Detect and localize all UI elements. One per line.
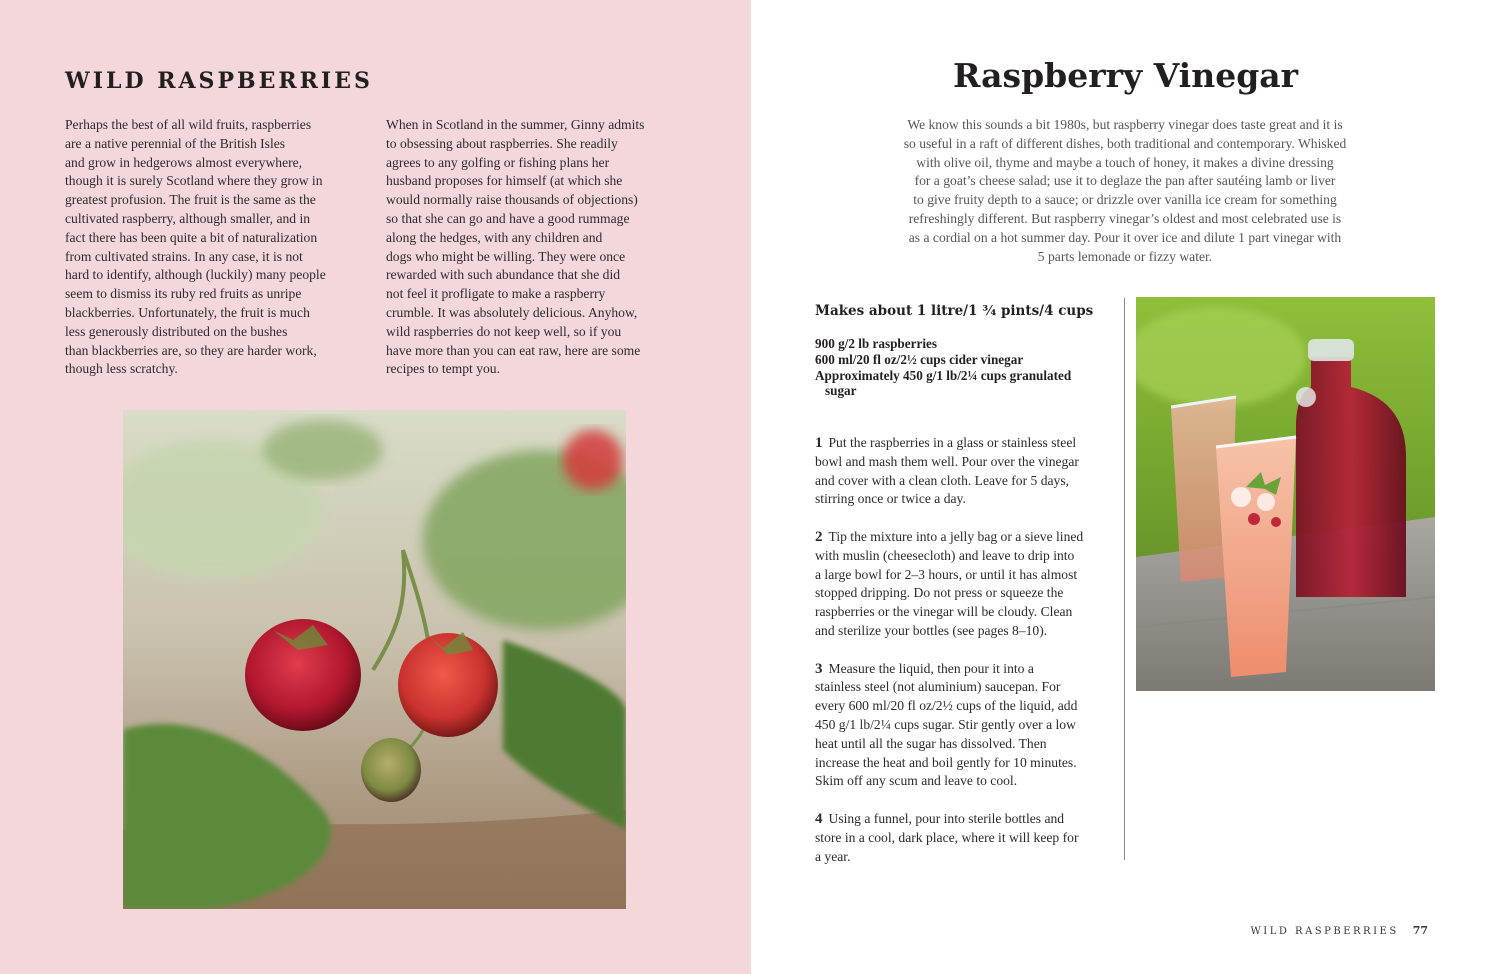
step-line: bowl and mash them well. Pour over the vinegar (815, 453, 1079, 469)
step-line: a large bowl for 2–3 hours, or until it has almost (815, 566, 1078, 582)
intro-column-1 (65, 116, 365, 379)
text-line: cultivated raspberry, although smaller, and in (65, 210, 311, 226)
step-line: every 600 ml/20 fl oz/2½ cups of the liquid, add (815, 698, 1078, 714)
text-line: recipes to tempt you. (386, 361, 501, 377)
ingredient: sugar (825, 383, 857, 399)
text-line: We know this sounds a bit 1980s, but raspberry vinegar does taste great and it is (907, 117, 1343, 132)
step-line: stainless steel (not aluminium) saucepan. For (815, 679, 1061, 695)
text-line: wild raspberries do not keep well, so if you (386, 323, 622, 339)
method-step (815, 660, 1115, 792)
step-line: and cover with a clean cloth. Leave for 5 days, (815, 472, 1070, 488)
step-line (815, 434, 1115, 453)
wild-raspberries-photo (123, 410, 626, 909)
step-line: Skim off any scum and leave to cool. (815, 773, 1018, 789)
ingredient: 900 g/2 lb raspberries (815, 336, 937, 351)
recipe-intro (851, 116, 1399, 266)
text-line: refreshingly different. But raspberry vinegar’s oldest and most celebrated use is (908, 210, 1342, 226)
text-line: though it is surely Scotland where they grow in (65, 173, 323, 189)
recipe-yield: Makes about 1 litre/1 ¾ pints/4 cups (815, 303, 1094, 319)
text-line: for a goat’s cheese salad; use it to deglaze the pan after sautéing lamb or liver (914, 173, 1336, 189)
step-line (815, 660, 1115, 679)
text-line: than blackberries are, so they are harder work, (65, 342, 317, 358)
step-line: raspberries or the vinegar will be cloudy. Clean (815, 604, 1073, 620)
step-line: and sterilize your bottles (see pages 8–10). (815, 622, 1048, 638)
text-line: agrees to any golfing or fishing plans her (386, 154, 610, 170)
text-line: less generously distributed on the bushes (65, 323, 288, 339)
raspberry-vinegar-photo (1136, 297, 1435, 691)
step-text: Tip the mixture into a jelly bag or a sieve lined (828, 528, 1084, 544)
ingredient: Approximately 450 g/1 lb/2¼ cups granulated (815, 367, 1072, 383)
text-line: as a cordial on a hot summer day. Pour it over ice and dilute 1 part vinegar with (908, 229, 1342, 245)
step-number: 2 (815, 528, 823, 545)
step-text: Put the raspberries in a glass or stainless steel (828, 435, 1077, 450)
text-line: to give fruity depth to a sauce; or drizzle over vanilla ice cream for something (913, 192, 1337, 208)
text-line: When in Scotland in the summer, Ginny admits (386, 117, 645, 132)
step-line (815, 528, 1115, 547)
section-title: WILD RASPBERRIES (65, 68, 373, 94)
right-page (751, 0, 1500, 974)
text-line: Perhaps the best of all wild fruits, raspberries (65, 117, 312, 132)
text-line: from cultivated strains. In any case, it is not (65, 248, 303, 264)
text-line: not feel it profligate to make a raspberry (386, 286, 606, 302)
text-line: so useful in a raft of different dishes, both traditional and contemporary. Whisked (903, 135, 1347, 151)
column-divider (1124, 298, 1125, 860)
text-line: so that she can go and have a good rummage (386, 210, 630, 226)
text-line: would normally raise thousands of objections) (386, 192, 638, 208)
text-line: dogs who might be willing. They were once (386, 248, 626, 264)
ingredient: 600 ml/20 fl oz/2½ cups cider vinegar (815, 351, 1024, 367)
text-line: husband proposes for himself (at which she (386, 173, 623, 189)
step-line: a year. (815, 848, 851, 864)
step-number: 4 (815, 810, 823, 827)
step-line: heat until all the sugar has dissolved. Then (815, 735, 1047, 751)
text-line: with olive oil, thyme and maybe a touch of honey, it makes a divine dressing (916, 154, 1334, 170)
method-steps (815, 434, 1115, 885)
recipe-title: Raspberry Vinegar (952, 56, 1299, 95)
text-line: rewarded with such abundance that she did (386, 267, 621, 283)
step-number: 1 (815, 435, 823, 451)
running-footer: WILD RASPBERRIES (1250, 926, 1399, 937)
step-text: Using a funnel, pour into sterile bottles and (828, 810, 1065, 826)
text-line: though less scratchy. (65, 361, 178, 377)
step-line: stopped dripping. Do not press or squeeze the (815, 585, 1064, 601)
step-line (815, 810, 1115, 829)
text-line: seem to dismiss its ruby red fruits as unripe (65, 286, 302, 302)
text-line: have more than you can eat raw, here are some (386, 342, 641, 358)
method-step (815, 434, 1115, 509)
step-number: 3 (815, 660, 823, 677)
step-line: stirring once or twice a day. (815, 491, 966, 507)
step-line: increase the heat and boil gently for 10 minutes. (815, 754, 1077, 770)
text-line: hard to identify, although (luckily) many people (65, 267, 326, 283)
text-line: fact there has been quite a bit of naturalization (65, 229, 318, 245)
text-line: blackberries. Unfortunately, the fruit is much (65, 304, 310, 320)
text-line: and grow in hedgerows almost everywhere, (65, 154, 303, 170)
text-line: along the hedges, with any children and (386, 229, 603, 245)
text-line: greatest profusion. The fruit is the same as the (65, 192, 316, 208)
text-line: to obsessing about raspberries. She readily (386, 135, 618, 151)
step-line: with muslin (cheesecloth) and leave to drip into (815, 547, 1075, 563)
method-step (815, 810, 1115, 866)
method-step (815, 528, 1115, 641)
step-line: store in a cool, dark place, where it will keep for (815, 829, 1079, 845)
text-line: crumble. It was absolutely delicious. Anyhow, (386, 304, 638, 320)
ingredients-list (815, 336, 1115, 399)
intro-column-2 (386, 116, 686, 379)
step-text: Measure the liquid, then pour it into a (828, 660, 1034, 676)
page-footer (1250, 924, 1428, 937)
text-line: are a native perennial of the British Isles (65, 135, 286, 151)
page-number: 77 (1412, 924, 1428, 937)
step-line: 450 g/1 lb/2¼ cups sugar. Stir gently over a low (815, 716, 1076, 732)
text-line: 5 parts lemonade or fizzy water. (1037, 248, 1213, 264)
